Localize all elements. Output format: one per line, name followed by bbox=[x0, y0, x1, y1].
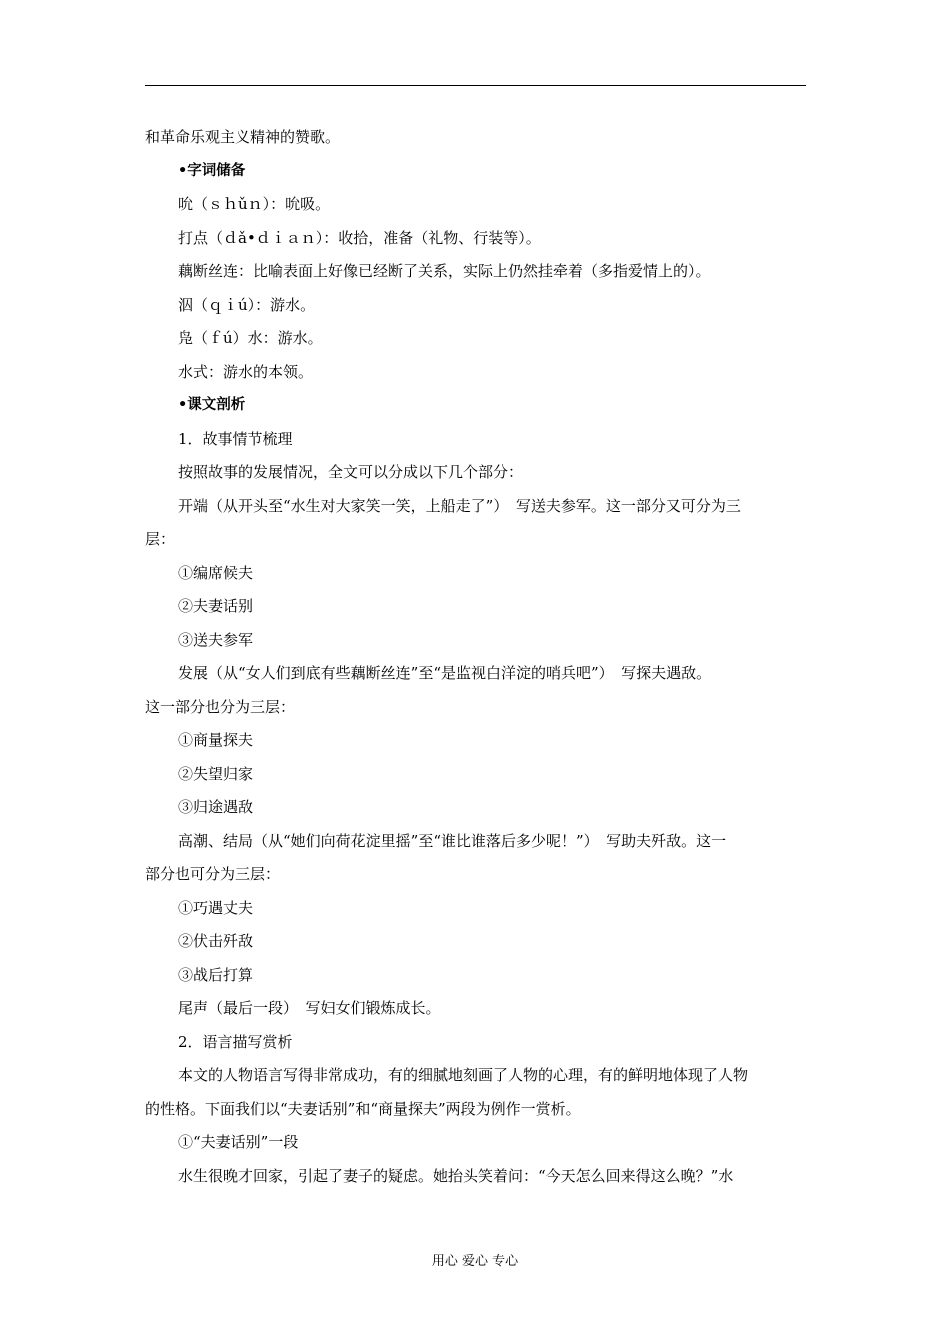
text-line: 的性格。下面我们以“夫妻话别”和“商量探夫”两段为例作一赏析。 bbox=[145, 1099, 581, 1118]
text-line: 水式：游水的本领。 bbox=[178, 362, 314, 381]
text-line: 凫（ｆú）水：游水。 bbox=[178, 329, 323, 347]
text-line: 2．语言描写赏析 bbox=[178, 1032, 293, 1051]
text-line: ②伏击歼敌 bbox=[178, 932, 254, 950]
text-line: ③归途遇敌 bbox=[178, 798, 254, 816]
text-line: ③战后打算 bbox=[178, 965, 254, 984]
text-line: 水生很晚才回家，引起了妻子的疑虑。她抬头笑着问：“今天怎么回来得这么晚？”水 bbox=[178, 1166, 734, 1185]
section-heading: •课文剖析 bbox=[178, 397, 246, 413]
text-line: 和革命乐观主义精神的赞歌。 bbox=[145, 128, 341, 146]
text-line: ①编席候夫 bbox=[178, 563, 254, 582]
text-line: ③送夫参军 bbox=[178, 630, 254, 649]
text-line: 泅（ｑｉú）：游水。 bbox=[178, 295, 316, 314]
text-line: 藕断丝连：比喻表面上好像已经断了关系，实际上仍然挂牵着（多指爱情上的）。 bbox=[178, 262, 711, 280]
page-footer: 用心 爱心 专心 bbox=[431, 1254, 519, 1269]
text-line: ②夫妻话别 bbox=[178, 597, 254, 615]
text-line: ①巧遇丈夫 bbox=[178, 898, 254, 917]
text-line: 层： bbox=[145, 530, 176, 548]
text-line: 部分也可分为三层： bbox=[145, 865, 281, 883]
section-heading: •字词储备 bbox=[178, 162, 246, 179]
text-line: ①商量探夫 bbox=[178, 731, 254, 749]
document-body bbox=[145, 121, 809, 1193]
text-line: 开端（从开头至“水生对大家笑一笑，上船走了”） 写送夫参军。这一部分又可分为三 bbox=[178, 496, 741, 515]
text-line: 按照故事的发展情况，全文可以分成以下几个部分： bbox=[178, 463, 524, 481]
text-line: 吮（ｓｈǔｎ）：吮吸。 bbox=[178, 195, 331, 213]
text-line: 发展（从“女人们到底有些藕断丝连”至“是监视白洋淀的哨兵吧”） 写探夫遇敌。 bbox=[178, 664, 712, 682]
text-line: ①“夫妻话别”一段 bbox=[178, 1133, 299, 1151]
text-line: ②失望归家 bbox=[178, 764, 254, 783]
text-line: 打点（ｄǎ•ｄｉａｎ）：收拾，准备（礼物、行装等）。 bbox=[178, 228, 541, 247]
text-line: 这一部分也分为三层： bbox=[145, 697, 296, 716]
text-line: 本文的人物语言写得非常成功，有的细腻地刻画了人物的心理，有的鲜明地体现了人物 bbox=[178, 1066, 749, 1084]
text-line: 1．故事情节梳理 bbox=[178, 429, 293, 448]
text-line: 高潮、结局（从“她们向荷花淀里摇”至“谁比谁落后多少呢！”） 写助夫歼敌。这一 bbox=[178, 831, 727, 850]
text-line: 尾声（最后一段） 写妇女们锻炼成长。 bbox=[178, 999, 441, 1017]
header-rule bbox=[145, 85, 806, 86]
